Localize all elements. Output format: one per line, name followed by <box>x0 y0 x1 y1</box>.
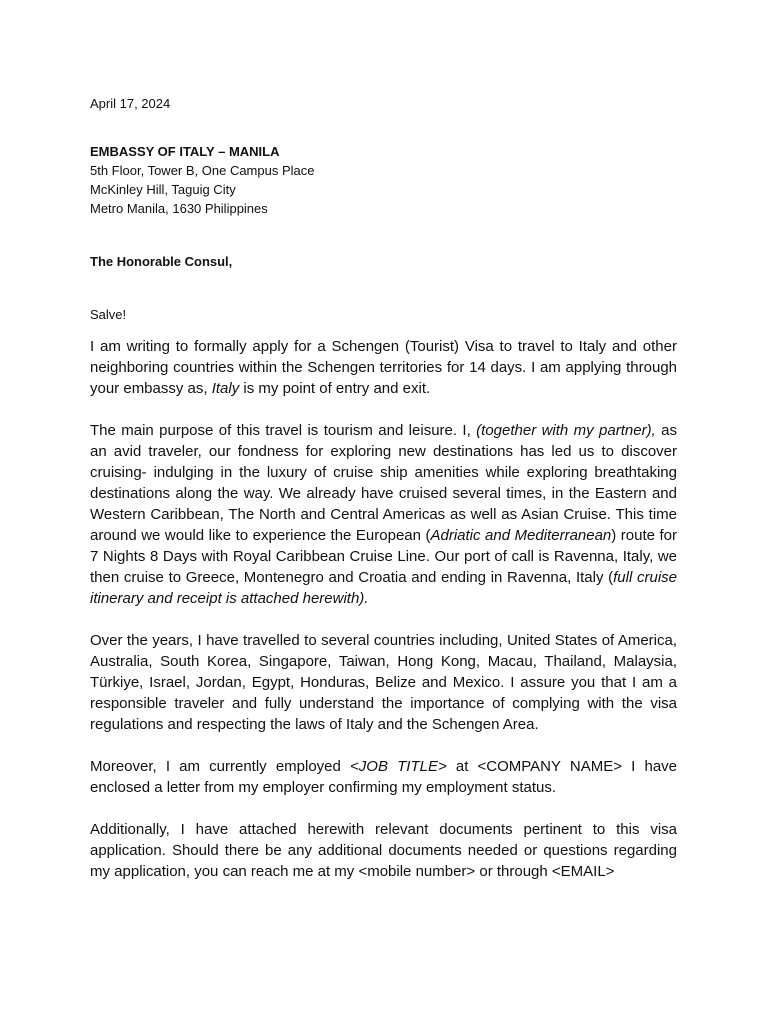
salutation: The Honorable Consul, <box>90 254 233 269</box>
paragraph-1-italic-italy: Italy <box>211 380 240 397</box>
paragraph-employment <box>90 756 677 798</box>
paragraph-travel-history: Over the years, I have travelled to several countries including, United States of America, Australia, South Korea, Singapore, Taiwan, Hong Kong, Macau, Thailand, Malaysia, Türkiye, Israel, Jordan, Egypt, Honduras, Belize and Mexico. I assure you that I am a responsible traveler and fully understand the importance of complying with the visa regulations and respecting the laws of Italy and the Schengen Area. <box>90 632 677 733</box>
letter-body <box>90 94 677 882</box>
paragraph-contact-details: Additionally, I have attached herewith relevant documents pertinent to this visa application. Should there be any additional documents needed or questions regarding my application, you can reach me at my <mobile number> or through <EMAIL> <box>90 821 677 880</box>
paragraph-travel-purpose <box>90 420 677 609</box>
address-line-1: 5th Floor, Tower B, One Campus Place <box>90 163 315 178</box>
paragraph-2-text-a: The main purpose of this travel is tourism and leisure. I, <box>90 422 477 439</box>
greeting: Salve! <box>90 307 127 322</box>
paragraph-1-text-a: I am writing to formally apply for a Schengen (Tourist) Visa to travel to Italy and other neighboring countries within the Schengen territories for 14 days. I am applying through your embassy as, <box>90 338 677 397</box>
paragraph-4-text-c: at <COMPANY NAME> I have enclosed a letter from my employer confirming my employment status. <box>90 758 678 796</box>
paragraph-2-italic-partner: (together with my partner), <box>476 422 656 439</box>
paragraph-2-text-c: as an avid traveler, our fondness for exploring new destinations has led us to discover cruising- indulging in the luxury of cruise ship amenities while exploring breathtaking destinations along the way. We already have cruised several times, in the Eastern and Western Caribbean, The North and Central Americas as well as Asian Cruise. This time around we would like to experience the European ( <box>90 422 678 544</box>
paragraph-1-text-c: is my point of entry and exit. <box>239 380 431 397</box>
paragraph-purpose-of-application <box>90 336 677 399</box>
paragraph-4-text-a: Moreover, I am currently employed <box>90 758 351 775</box>
paragraph-2-text-e: ) route for 7 Nights 8 Days with Royal Caribbean Cruise Line. Our port of call is Ravenna, Italy, we then cruise to Greece, Montenegro and Croatia and ending in Ravenna, Italy ( <box>90 527 677 586</box>
paragraph-2-italic-itinerary-note: full cruise itinerary and receipt is attached herewith). <box>90 569 677 607</box>
address-line-2: McKinley Hill, Taguig City <box>90 182 236 197</box>
recipient-address-block <box>90 142 677 218</box>
paragraph-2-italic-route: Adriatic and Mediterranean <box>430 527 612 544</box>
letter-date: April 17, 2024 <box>90 96 171 111</box>
paragraph-4-italic-job-title: <JOB TITLE> <box>350 758 447 775</box>
recipient-name: EMBASSY OF ITALY – MANILA <box>90 144 280 159</box>
address-line-3: Metro Manila, 1630 Philippines <box>90 201 268 216</box>
